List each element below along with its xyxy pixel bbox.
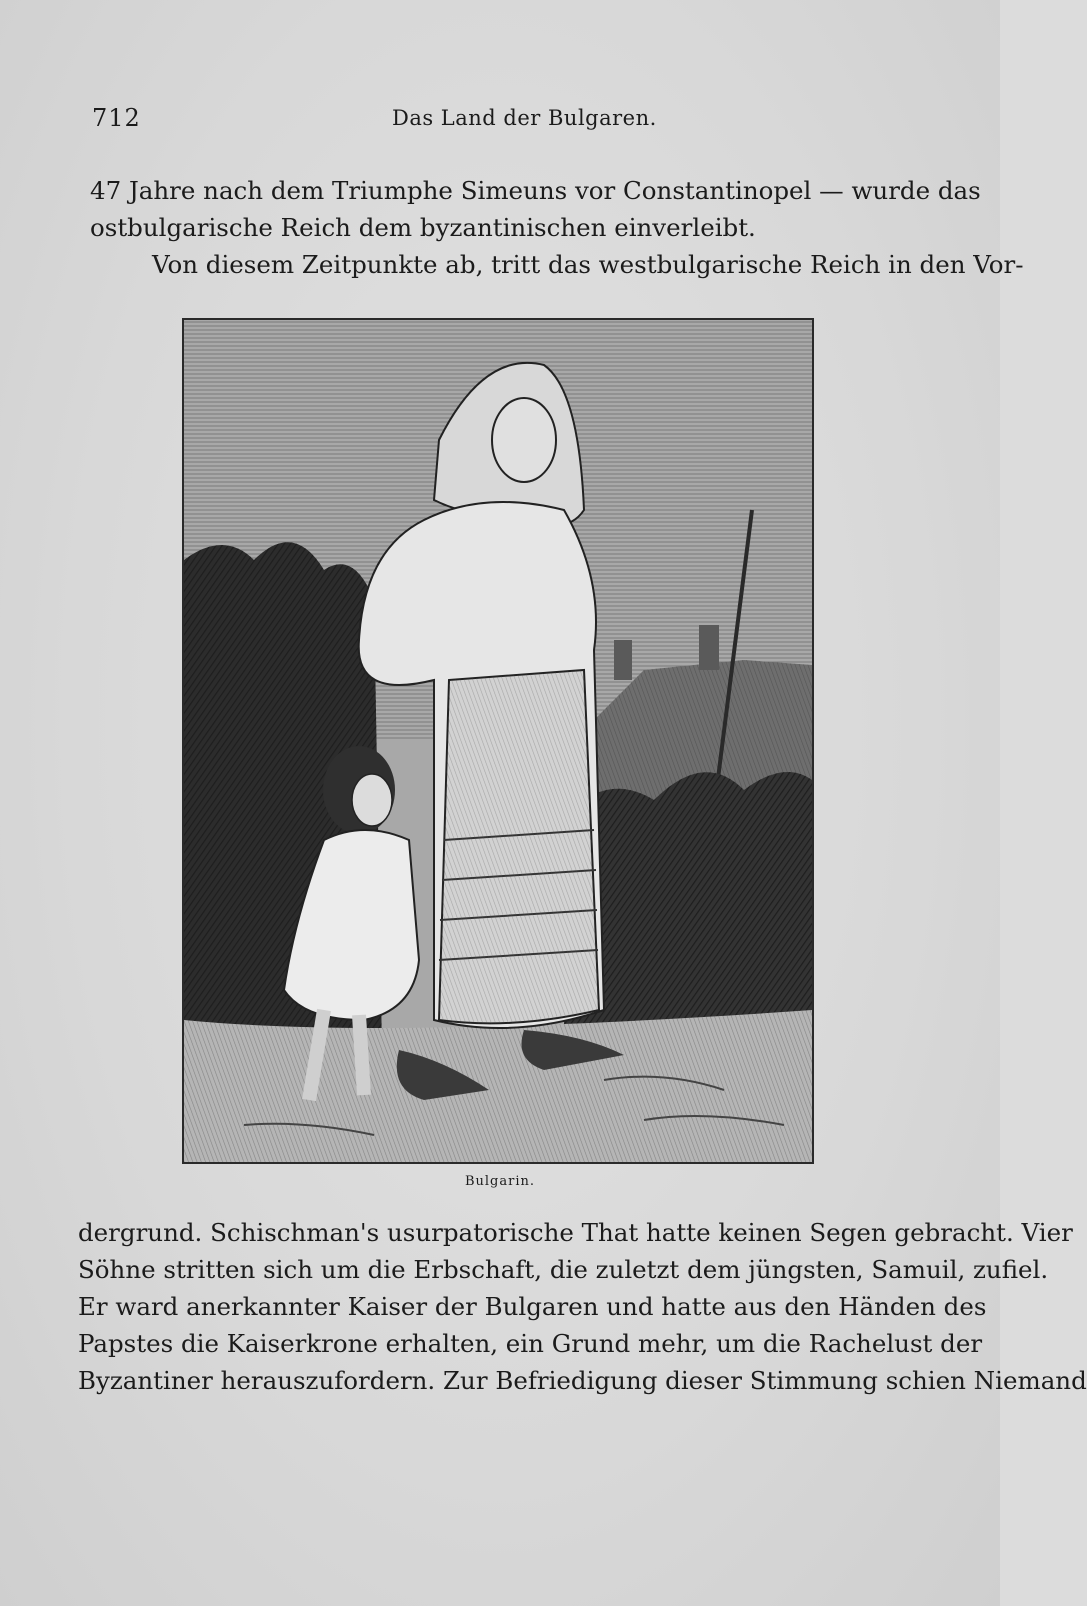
body-text-bottom (78, 1214, 1087, 1399)
figure-caption: Bulgarin. (464, 1174, 536, 1189)
text-line: 47 Jahre nach dem Triumphe Simeuns vor Constantinopel — wurde das (90, 176, 981, 205)
engraving-image (184, 320, 812, 1162)
text-line: Söhne stritten sich um die Erbschaft, die zuletzt dem jüngsten, Samuil, zufiel. (78, 1255, 1049, 1284)
page-header (92, 104, 915, 136)
page-number: 712 (92, 104, 141, 132)
running-title: Das Land der Bulgaren. (392, 106, 657, 130)
text-line: Byzantiner herauszufordern. Zur Befriedigung dieser Stimmung schien Niemand (78, 1366, 1087, 1395)
text-line: Von diesem Zeitpunkte ab, tritt das westbulgarische Reich in den Vor- (152, 250, 1024, 279)
text-line: dergrund. Schischman's usurpatorische That hatte keinen Segen gebracht. Vier (78, 1218, 1073, 1247)
engraving-illustration (182, 318, 814, 1164)
text-line: Er ward anerkannter Kaiser der Bulgaren und hatte aus den Händen des (78, 1292, 987, 1321)
body-text-top (90, 172, 1024, 283)
text-line: Papstes die Kaiserkrone erhalten, ein Grund mehr, um die Rachelust der (78, 1329, 983, 1358)
text-line: ostbulgarische Reich dem byzantinischen einverleibt. (90, 213, 756, 242)
